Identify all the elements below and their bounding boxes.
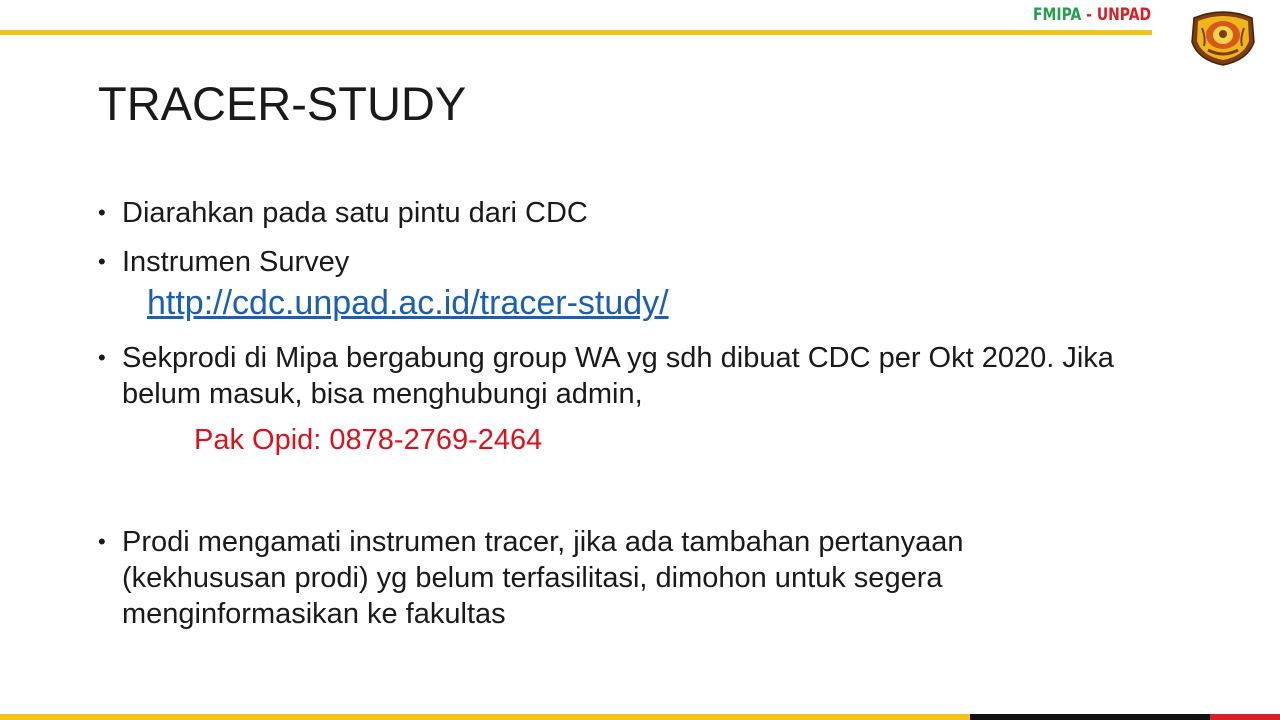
tracer-study-link[interactable]: http://cdc.unpad.ac.id/tracer-study/: [147, 284, 669, 322]
bullet-dot-icon: •: [98, 529, 106, 554]
bullet-dot-icon: •: [98, 345, 106, 370]
unpad-seal-icon: [1188, 8, 1258, 66]
footer-red-bar: [1210, 714, 1280, 720]
bullet-text: Instrumen Survey: [122, 246, 350, 278]
bullet-text: Diarahkan pada satu pintu dari CDC: [122, 197, 588, 229]
bullet-text: Sekprodi di Mipa bergabung group WA yg sdh dibuat CDC per Okt 2020. Jika belum masuk, bisa menghubungi admin,: [122, 342, 1114, 410]
bullet-dot-icon: •: [98, 249, 106, 274]
bullet-item: [98, 195, 1138, 231]
brand-dash: -: [1081, 5, 1097, 25]
brand-label: [1033, 5, 1151, 29]
bullet-item: [98, 524, 1128, 632]
brand-fmipa: FMIPA: [1033, 5, 1082, 25]
bullet-item: [98, 340, 1128, 412]
bullet-dot-icon: •: [98, 200, 106, 225]
bullet-item: [98, 244, 1138, 280]
bullet-text: Prodi mengamati instrumen tracer, jika ada tambahan pertanyaan (kekhususan prodi) yg belum terfasilitasi, dimohon untuk segera menginformasikan ke fakultas: [122, 526, 964, 630]
admin-contact: Pak Opid: 0878-2769-2464: [194, 424, 543, 456]
footer-dark-bar: [970, 714, 1210, 720]
brand-unpad: UNPAD: [1096, 5, 1152, 25]
footer-accent-bar: [0, 714, 970, 720]
header-accent-bar: [0, 30, 1152, 35]
slide-title: TRACER-STUDY: [98, 77, 467, 130]
